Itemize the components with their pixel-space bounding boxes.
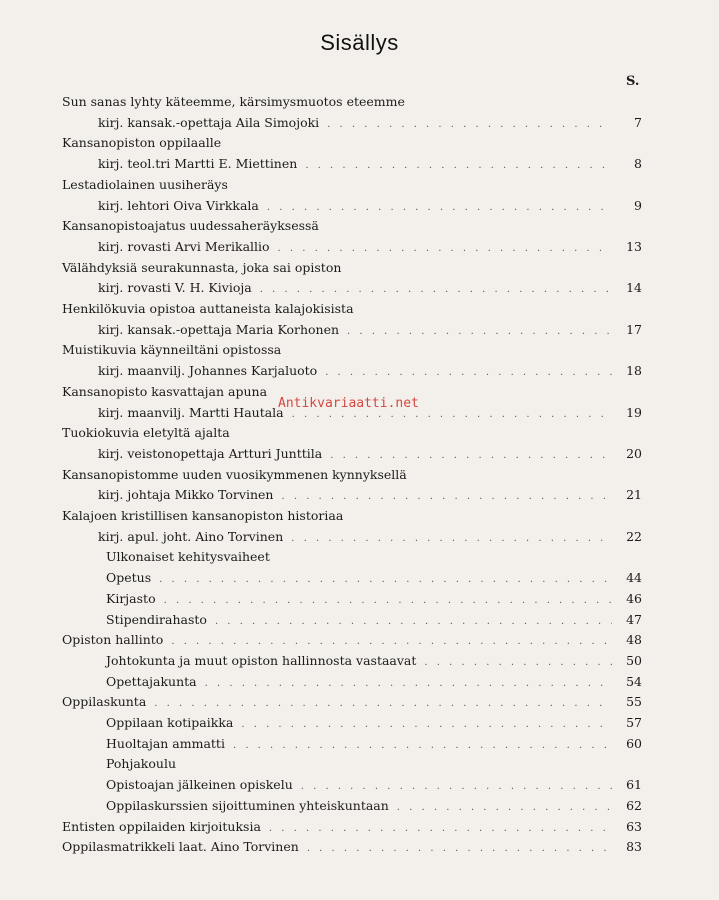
dot-leader xyxy=(424,654,612,672)
toc-entry-author-label: kirj. kansak.-opettaja Maria Korhonen xyxy=(98,321,340,337)
toc-entry-heading xyxy=(62,259,502,277)
toc-entry-heading-label: Välähdyksiä seurakunnasta, joka sai opiston xyxy=(62,259,342,275)
toc-subsection xyxy=(106,797,642,815)
page-title: Sisällys xyxy=(320,30,399,55)
toc-entry-heading xyxy=(62,134,502,152)
toc-section-page-number: 48 xyxy=(626,632,642,648)
toc-entry-author xyxy=(98,114,642,132)
toc-entry-heading xyxy=(62,507,502,525)
toc-section-label: Entisten oppilaiden kirjoituksia xyxy=(62,818,261,834)
toc-entry-heading-label: Henkilökuvia opistoa auttaneista kalajokisista xyxy=(62,301,354,316)
toc-entry-author xyxy=(98,321,642,339)
toc-entry-author-label: kirj. rovasti Arvi Merikallio xyxy=(98,238,270,254)
dot-leader xyxy=(233,737,612,755)
toc-entry-heading-label: Kansanopiston oppilaalle xyxy=(62,135,222,151)
toc-subsection xyxy=(106,755,642,773)
dot-leader xyxy=(154,695,612,713)
toc-entry-author xyxy=(98,238,642,256)
toc-section-page-number: 63 xyxy=(626,818,642,834)
toc-subsection xyxy=(106,735,642,753)
toc-section xyxy=(62,838,642,856)
toc-subsection-page-number: 57 xyxy=(626,715,642,730)
toc-entry-author-page-number: 22 xyxy=(626,528,642,544)
toc-entry-author xyxy=(98,197,642,215)
toc-subsection xyxy=(106,652,642,670)
dot-leader xyxy=(278,240,612,258)
toc-entry-heading-label: Lestadiolainen uusiheräys xyxy=(62,176,228,192)
toc-subsection xyxy=(106,673,642,691)
toc-entry-author-page-number: 20 xyxy=(626,445,642,461)
toc-entry-author-label: kirj. veistonopettaja Artturi Junttila xyxy=(98,445,323,461)
toc-entry-heading-label: Kansanopistoajatus uudessaheräyksessä xyxy=(62,218,319,234)
toc-subsection-label: Opetus xyxy=(106,570,152,586)
dot-leader xyxy=(171,633,612,651)
toc-subsection-page-number: 46 xyxy=(626,590,642,606)
toc-subsection xyxy=(106,548,642,566)
dot-leader xyxy=(301,778,612,796)
toc-entry-heading-label: Sun sanas lyhty käteemme, kärsimysmuotos eteemme xyxy=(62,94,405,109)
toc-entry-heading xyxy=(62,424,502,442)
dot-leader xyxy=(241,716,612,734)
toc-entry-author xyxy=(98,486,642,504)
toc-entry-author-page-number: 7 xyxy=(634,114,642,130)
toc-subsection-label: Pohjakoulu xyxy=(106,756,177,772)
dot-leader xyxy=(307,840,612,858)
toc-entry-heading xyxy=(62,466,502,484)
dot-leader xyxy=(159,571,612,589)
toc-subsection xyxy=(106,569,642,587)
toc-entry-heading xyxy=(62,176,502,194)
toc-entry-heading-label: Kansanopistomme uuden vuosikymmenen kynnyksellä xyxy=(62,466,407,482)
toc-entry-heading xyxy=(62,217,502,235)
toc-entry-author-label: kirj. maanvilj. Martti Hautala xyxy=(98,404,284,420)
toc-entry-author-page-number: 17 xyxy=(626,321,642,337)
dot-leader xyxy=(267,199,612,217)
toc-entry-author-label: kirj. kansak.-opettaja Aila Simojoki xyxy=(98,114,320,130)
toc-subsection-page-number: 54 xyxy=(626,673,642,689)
toc-section-label: Opiston hallinto xyxy=(62,632,164,648)
watermark: Antikvariaatti.net xyxy=(278,396,419,411)
dot-leader xyxy=(260,281,612,299)
toc-subsection-label: Huoltajan ammatti xyxy=(106,735,225,751)
toc-subsection xyxy=(106,611,642,629)
page-column-label: S. xyxy=(626,74,640,89)
dot-leader xyxy=(215,613,612,631)
toc-entry-author-label: kirj. lehtori Oiva Virkkala xyxy=(98,197,259,213)
toc-entry-heading-label: Kalajoen kristillisen kansanopiston historiaa xyxy=(62,508,344,523)
toc-subsection-page-number: 50 xyxy=(626,652,642,668)
toc-subsection-page-number: 62 xyxy=(626,797,642,813)
dot-leader xyxy=(164,592,612,610)
toc-entry-author-page-number: 19 xyxy=(626,404,642,420)
toc-entry-heading xyxy=(62,300,502,318)
toc-entry-heading xyxy=(62,341,502,359)
toc-subsection-page-number: 44 xyxy=(626,570,642,586)
toc-subsection-label: Oppilaan kotipaikka xyxy=(106,715,234,730)
toc-subsection xyxy=(106,714,642,732)
toc-subsection-label: Kirjasto xyxy=(106,590,156,606)
dot-leader xyxy=(397,799,612,817)
dot-leader xyxy=(330,447,612,465)
dot-leader xyxy=(325,364,612,382)
toc-subsection-label: Johtokunta ja muut opiston hallinnosta vastaavat xyxy=(106,652,417,668)
dot-leader xyxy=(269,820,612,838)
toc-subsection-label: Ulkonaiset kehitysvaiheet xyxy=(106,549,270,565)
toc-subsection-page-number: 60 xyxy=(626,735,642,751)
toc-entry-author-label: kirj. teol.tri Martti E. Miettinen xyxy=(98,156,298,172)
toc-entry-heading-label: Tuokiokuvia eletyltä ajalta xyxy=(62,425,230,441)
toc-entry-author-page-number: 9 xyxy=(634,197,642,213)
toc-subsection-label: Opistoajan jälkeinen opiskelu xyxy=(106,777,293,793)
dot-leader xyxy=(305,157,612,175)
dot-leader xyxy=(281,488,612,506)
toc-entry-author xyxy=(98,528,642,546)
toc-entry-author xyxy=(98,155,642,173)
dot-leader xyxy=(327,116,612,134)
toc-subsection-page-number: 47 xyxy=(626,611,642,627)
toc-section-label: Oppilaskunta xyxy=(62,694,147,710)
toc-entry-author-page-number: 13 xyxy=(626,238,642,254)
toc-subsection-label: Opettajakunta xyxy=(106,673,197,689)
toc-subsection-label: Stipendirahasto xyxy=(106,611,207,627)
toc-entry-heading-label: Muistikuvia käynneiltäni opistossa xyxy=(62,342,282,358)
toc-subsection xyxy=(106,590,642,608)
dot-leader xyxy=(291,530,612,548)
toc-subsection-label: Oppilaskurssien sijoittuminen yhteiskuntaan xyxy=(106,797,389,813)
toc-subsection xyxy=(106,776,642,794)
toc-entry-author-page-number: 18 xyxy=(626,363,642,379)
toc-entry-author-page-number: 8 xyxy=(634,156,642,172)
dot-leader xyxy=(205,675,612,693)
toc-entry-heading xyxy=(62,93,502,111)
toc-entry-author-label: kirj. maanvilj. Johannes Karjaluoto xyxy=(98,363,318,379)
toc-entry-author xyxy=(98,279,642,297)
toc-entry-author-label: kirj. johtaja Mikko Torvinen xyxy=(98,487,274,503)
toc-entry-heading-label: Kansanopisto kasvattajan apuna xyxy=(62,383,268,399)
toc-section-label: Oppilasmatrikkeli laat. Aino Torvinen xyxy=(62,839,299,855)
toc-entry-author xyxy=(98,445,642,463)
toc-section xyxy=(62,631,642,649)
toc-entry-author xyxy=(98,362,642,380)
toc-entry-author-page-number: 14 xyxy=(626,280,642,296)
toc-entry-author-label: kirj. apul. joht. Aino Torvinen xyxy=(98,528,284,544)
toc-subsection-page-number: 61 xyxy=(626,777,642,793)
toc-section xyxy=(62,693,642,711)
toc-section xyxy=(62,818,642,836)
toc-section-page-number: 55 xyxy=(626,694,642,710)
toc-entry-author-label: kirj. rovasti V. H. Kivioja xyxy=(98,280,252,296)
toc-section-page-number: 83 xyxy=(626,839,642,855)
toc-entry-author-page-number: 21 xyxy=(626,487,642,503)
dot-leader xyxy=(347,323,612,341)
